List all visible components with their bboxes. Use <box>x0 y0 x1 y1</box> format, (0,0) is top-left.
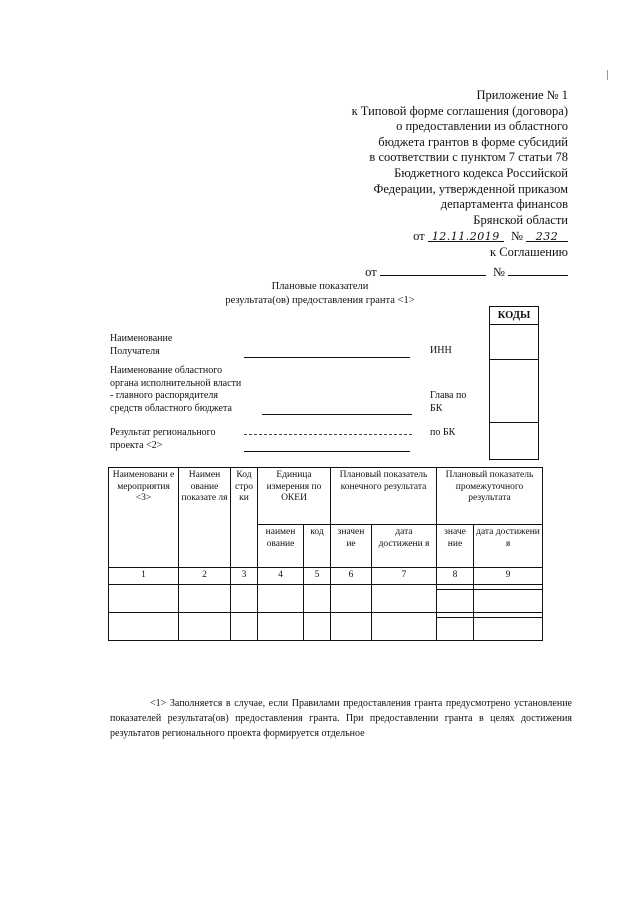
appendix-header <box>268 88 568 280</box>
header-line: Бюджетного кодекса Российской <box>394 165 568 180</box>
table-cell[interactable] <box>331 585 372 613</box>
header-line: в соответствии с пунктом 7 статьи 78 <box>369 150 568 165</box>
recipient-field[interactable] <box>244 357 410 358</box>
table-cell[interactable] <box>258 585 304 613</box>
column-number: 9 <box>474 568 543 585</box>
glava-label: Глава по БК <box>430 390 467 414</box>
table-cell[interactable] <box>231 585 258 613</box>
form-title: Плановые показатели результата(ов) предоставления гранта <1> <box>225 281 415 306</box>
page-edge-mark <box>607 70 608 80</box>
column-number: 7 <box>372 568 437 585</box>
table-cell[interactable] <box>304 613 331 641</box>
order-number: 232 <box>526 229 568 242</box>
header-interim-date: дата достижени я <box>474 525 543 568</box>
table-cell[interactable] <box>474 618 543 641</box>
table-cell[interactable] <box>437 618 474 641</box>
table-cell[interactable] <box>331 613 372 641</box>
to-agreement: к Соглашению <box>490 244 568 259</box>
agreement-date-line: от № <box>268 263 568 281</box>
footnote-paragraph: <1> Заполняется в случае, если Правилами предоставления гранта предусмотрено установление показателей результата(ов) предоставления гранта. При предоставлении гранта в целях достижения результатов регионального проекта формируется отдельное <box>110 698 572 739</box>
table-cell[interactable] <box>179 613 231 641</box>
table-cell[interactable] <box>372 585 437 613</box>
header-unit: Единица измерения по ОКЕИ <box>258 468 331 525</box>
header-line: о предоставлении из областного <box>396 119 568 134</box>
table-cell[interactable] <box>109 585 179 613</box>
codes-header: КОДЫ <box>490 307 539 325</box>
result-label: Результат регионального проекта <2> <box>110 427 216 451</box>
po-bk-label: по БК <box>430 427 456 438</box>
column-number: 8 <box>437 568 474 585</box>
inn-label: ИНН <box>430 345 452 356</box>
header-interim-result: Плановый показатель промежуточного результата <box>437 468 543 525</box>
header-unit-code: код <box>304 525 331 568</box>
header-line: Приложение № 1 <box>476 88 568 102</box>
header-indicator: Наимен ование показате ля <box>179 468 231 568</box>
table-cell[interactable] <box>179 585 231 613</box>
header-line: к Типовой форме соглашения (договора) <box>351 103 568 118</box>
result-field-upper[interactable] <box>244 434 412 435</box>
header-interim-value: значе ние <box>437 525 474 568</box>
column-number: 4 <box>258 568 304 585</box>
column-number: 5 <box>304 568 331 585</box>
header-event: Наименовани е мероприятия <3> <box>109 468 179 568</box>
code-cell-glava[interactable] <box>490 360 539 423</box>
header-line: департамента финансов <box>440 197 568 212</box>
organ-field[interactable] <box>262 414 412 415</box>
table-cell[interactable] <box>109 613 179 641</box>
header-final-value: значен ие <box>331 525 372 568</box>
header-unit-name: наимен ование <box>258 525 304 568</box>
indicators-table <box>108 467 543 641</box>
result-field[interactable] <box>244 451 410 452</box>
header-line: Брянской области <box>473 212 568 227</box>
organ-label: Наименование областного органа исполнительной власти - главного распорядителя средств областного бюджета <box>110 365 242 414</box>
agreement-number-field[interactable] <box>508 263 568 276</box>
header-line: бюджета грантов в форме субсидий <box>378 134 568 149</box>
order-date: 12.11.2019 <box>428 229 504 242</box>
code-cell-inn[interactable] <box>490 325 539 360</box>
code-cell-bk[interactable] <box>490 423 539 460</box>
column-number: 3 <box>231 568 258 585</box>
codes-box <box>489 306 539 460</box>
table-cell[interactable] <box>231 613 258 641</box>
table-cell[interactable] <box>474 590 543 613</box>
column-number: 2 <box>179 568 231 585</box>
recipient-label: Наименование Получателя <box>110 333 173 357</box>
header-final-date: дата достижени я <box>372 525 437 568</box>
table-cell[interactable] <box>437 590 474 613</box>
table-cell[interactable] <box>304 585 331 613</box>
order-date-line: от 12.11.2019 № 232 <box>268 229 568 245</box>
header-row-code: Код стро ки <box>231 468 258 568</box>
header-final-result: Плановый показатель конечного результата <box>331 468 437 525</box>
agreement-date-field[interactable] <box>380 263 486 276</box>
footnote <box>110 696 572 741</box>
column-number: 6 <box>331 568 372 585</box>
column-number: 1 <box>109 568 179 585</box>
header-line: Федерации, утвержденной приказом <box>373 181 568 196</box>
column-number-row <box>109 568 543 585</box>
table-cell[interactable] <box>258 613 304 641</box>
table-cell[interactable] <box>372 613 437 641</box>
